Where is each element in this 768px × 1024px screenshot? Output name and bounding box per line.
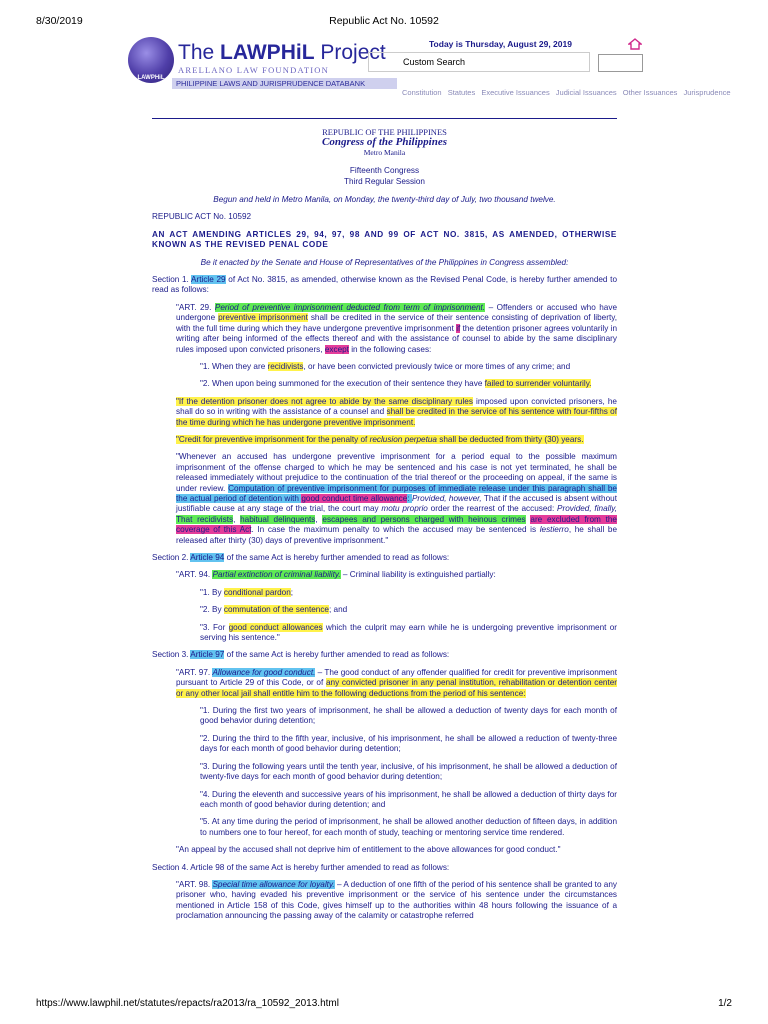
logo-subtitle: ARELLANO LAW FOUNDATION: [178, 65, 329, 75]
article-text: "2. By: [200, 605, 224, 615]
metro-heading: Metro Manila: [363, 147, 406, 157]
article-text: shall be credited in the service of their sentence consisting of deprivation of liberty, with the full time during which they have undergone preventive imprisonment: [176, 313, 617, 333]
article-97-item-4: "4. During the eleventh and successive years of his imprisonment, he shall be allowed a deduction of thirty days for each month of good behavior during detention; and: [200, 789, 617, 809]
section-text: of Act No. 3815, as amended, otherwise known as the Revised Penal Code, is hereby further amended to read as follows:: [152, 275, 617, 295]
article-text: order the rearrest of the accused:: [427, 504, 558, 514]
article-text: "2. When upon being summoned for the execution of their sentence they have: [200, 379, 485, 389]
session-name: Third Regular Session: [343, 176, 425, 186]
highlight: "Credit for preventive imprisonment for the penalty of: [176, 434, 370, 444]
today-date: Today is Thursday, August 29, 2019: [429, 39, 572, 49]
print-title: Republic Act No. 10592: [329, 15, 439, 27]
article-text: the detention prisoner agrees voluntarily in writing after being informed of the effects thereof and with the assistance of counsel to abide by the same disciplinary rules imposed upon convicted prisoners,: [176, 323, 618, 354]
home-icon[interactable]: [628, 38, 642, 50]
article-text: – The good conduct of any offender qualified for credit for preventive imprisonment pursuant to Article 29 of this Code, or of: [176, 667, 617, 688]
article-text: lestierro: [539, 525, 569, 535]
logo-emblem-icon: [128, 37, 174, 83]
article-98: [152, 880, 617, 922]
highlight: Period of preventive imprisonment deducted from term of imprisonment.: [214, 302, 486, 312]
article-97-item-2: "2. During the third to the fifth year, inclusive, of his imprisonment, he shall be allowed a reduction of twenty-three days for each month of good behavior during detention;: [200, 733, 617, 754]
article-94-item-1: [152, 588, 617, 598]
article-text: in the following cases:: [348, 344, 432, 354]
print-url[interactable]: https://www.lawphil.net/statutes/repacts/ra2013/ra_10592_2013.html: [36, 998, 339, 1009]
congress-number: Fifteenth Congress: [349, 166, 420, 176]
highlight: Computation of preventive imprisonment for purposes of immediate release under this paragraph shall be the actual period of detention with: [176, 483, 617, 503]
article-text: imposed upon convicted prisoners, he shall do so in writing with the assistance of a counsel and: [176, 396, 617, 417]
article-text: Provided, however,: [411, 493, 482, 503]
nav-statutes[interactable]: Statutes: [447, 88, 476, 97]
article-text: "3. For: [200, 622, 229, 632]
section-3: [152, 650, 617, 660]
article-text: "1. By: [200, 587, 224, 597]
article-text: , or have been convicted previously twice or more times of any crime; and: [303, 361, 571, 371]
header-divider: [152, 118, 617, 119]
article-text: – Offenders or accused who have undergone: [176, 302, 618, 323]
nav-executive-issuances[interactable]: Executive Issuances: [481, 88, 550, 97]
article-text: – Criminal liability is extinguished partially:: [340, 570, 496, 580]
article-text: "ART. 98.: [176, 879, 213, 889]
article-94-item-2: [152, 605, 617, 615]
section-text: of the same Act is hereby further amended to read as follows:: [224, 553, 450, 562]
section-2: [152, 553, 617, 563]
article-text: "ART. 97.: [176, 667, 213, 677]
article-94: [152, 570, 617, 580]
republic-heading: REPUBLIC OF THE PHILIPPINES: [322, 127, 447, 137]
logo-title-part: Project: [314, 41, 386, 64]
print-date: 8/30/2019: [36, 15, 83, 27]
article-29: [152, 303, 617, 355]
paragraph-credit: [152, 435, 617, 445]
top-nav: [402, 88, 735, 97]
article-text: – A deduction of one fifth of the period of his sentence shall be granted to any prisoner who, having evaded his preventive imprisonment or the service of his sentence under the circumstances mentioned in Article 158 of this Code, gives himself up to the authorities within 48 hours following the issuance of a proclamation announcing the passing away of the calamity or catastrophe referred: [176, 879, 617, 921]
section-text: Section 1.: [152, 275, 192, 285]
case-1: [152, 362, 617, 372]
highlight: failed to surrender voluntarily.: [484, 379, 592, 389]
article-link[interactable]: Article 94: [190, 553, 225, 562]
congress-heading: Congress of the Philippines: [322, 136, 447, 149]
act-number: REPUBLIC ACT No. 10592: [152, 212, 252, 222]
article-text: ;: [290, 587, 294, 597]
nav-judicial-issuances[interactable]: Judicial Issuances: [555, 88, 617, 97]
print-footer: [36, 998, 732, 1010]
highlight: except: [324, 344, 349, 354]
highlight: recidivists: [267, 361, 304, 371]
logo-title-part: The: [178, 41, 221, 64]
logo-emblem-label: LAWPHiL: [137, 75, 165, 81]
section-text: Section 2.: [152, 553, 191, 562]
article-text: "ART. 29.: [176, 302, 215, 312]
article-97-item-1: "1. During the first two years of imprisonment, he shall be allowed a deduction of twenty days for each month of good behavior during detention;: [200, 706, 617, 726]
nav-constitution[interactable]: Constitution: [402, 88, 442, 97]
highlight: if: [456, 323, 461, 333]
act-title: AN ACT AMENDING ARTICLES 29, 94, 97, 98 AND 99 OF ACT NO. 3815, AS AMENDED, OTHERWISE KNOWN AS THE REVISED PENAL CODE: [152, 229, 617, 250]
search-input[interactable]: Custom Search: [368, 52, 590, 72]
enacting-clause: Be it enacted by the Senate and House of Representatives of the Philippines in Congress assembled:: [200, 257, 569, 267]
highlight: good conduct allowances: [228, 622, 323, 632]
paragraph-disagree: [152, 397, 617, 428]
begun-line: Begun and held in Metro Manila, on Monday, the twenty-third day of July, two thousand twelve.: [213, 195, 556, 205]
highlight: habitual delinquents: [240, 514, 316, 524]
highlight: "If the detention prisoner does not agree to abide by the same disciplinary rules: [176, 396, 473, 406]
highlight: good conduct time allowance: [301, 493, 408, 503]
article-text: "1. When they are: [200, 361, 268, 371]
article-text: . In case the maximum penalty to which the accused may be sentenced is: [251, 525, 540, 535]
article-text: "Whenever an accused has undergone preventive imprisonment for a period equal to the possible maximum imprisonment of the offense charged to which he may be sentenced and his case is not yet terminated, he shall be released immediately without prejudice to the continuation of the trial thereof or the proceeding on appeal, if the same is under review.: [176, 452, 617, 493]
highlight: commutation of the sentence: [223, 605, 329, 615]
logo-tagline: PHILIPPINE LAWS AND JURISPRUDENCE DATABANK: [172, 78, 397, 89]
logo-title-brand: LAWPHiL: [220, 41, 315, 64]
highlight: any convicted prisoner in any penal institution, rehabilitation or detention center or any other local jail shall entitle him to the following deductions from the period of his sentence:: [176, 678, 617, 698]
case-2: [152, 379, 617, 389]
section-text: Section 3.: [152, 650, 191, 660]
highlight: That recidivists: [176, 514, 234, 524]
highlight: Partial extinction of criminal liability.: [212, 570, 341, 580]
highlight: are excluded from the coverage of this Act: [176, 514, 617, 535]
print-header: [36, 15, 732, 29]
article-text: ; and: [328, 605, 348, 615]
article-text: That if the accused is absent without justifiable cause at any stage of the trial, the court may: [176, 493, 617, 514]
site-logo[interactable]: [128, 37, 398, 93]
search-button[interactable]: [598, 54, 643, 72]
document-body: [152, 127, 617, 929]
highlight: reclusion perpetua: [369, 434, 437, 444]
article-text: ,: [315, 514, 323, 524]
section-text: of the same Act is hereby further amended to read as follows:: [224, 650, 450, 660]
article-link[interactable]: Article 97: [190, 650, 225, 660]
article-text: which the culprit may earn while he is undergoing preventive imprisonment or serving his sentence.": [200, 622, 617, 643]
highlight: shall be deducted from thirty (30) years.: [436, 434, 584, 444]
highlight: :: [407, 493, 412, 503]
article-text: motu proprio: [381, 504, 428, 514]
article-97-item-3: "3. During the following years until the tenth year, inclusive, of his imprisonment, he shall be allowed a deduction of twenty-five days for each month of good behavior during detention;: [200, 761, 617, 782]
paragraph-whenever: [152, 452, 617, 546]
article-94-item-3: [152, 623, 617, 644]
nav-other-issuances[interactable]: Other Issuances: [622, 88, 678, 97]
article-97-appeal: "An appeal by the accused shall not deprive him of entitlement to the above allowances for good conduct.": [176, 845, 561, 855]
highlight: Special time allowance for loyalty.: [212, 879, 335, 889]
section-4: Section 4. Article 98 of the same Act is hereby further amended to read as follows:: [152, 862, 450, 872]
article-text: ,: [233, 514, 241, 524]
article-97-item-5: "5. At any time during the period of imprisonment, he shall be allowed another deduction of fifteen days, in addition to numbers one to four hereof, for each month of study, teaching or mentoring service time rendered.: [200, 817, 617, 837]
article-link[interactable]: Article 29: [191, 275, 226, 285]
highlight: escapees and persons charged with heinous crimes: [322, 514, 526, 524]
article-97: [152, 668, 617, 699]
logo-title: [178, 41, 386, 65]
highlight: conditional pardon: [223, 587, 291, 597]
page-number: 1/2: [718, 998, 732, 1009]
highlight: preventive imprisonment: [218, 313, 308, 323]
section-1: [152, 275, 617, 296]
article-text: Provided, finally,: [557, 504, 618, 514]
highlight: shall be credited in the service of his sentence with four-fifths of the time during which he has undergone preventive imprisonment.: [176, 407, 618, 427]
highlight: Allowance for good conduct.: [212, 667, 316, 677]
article-text: , he shall be released after thirty (30) days of preventive imprisonment.": [176, 525, 618, 545]
article-text: "ART. 94.: [176, 570, 213, 580]
nav-jurisprudence[interactable]: Jurisprudence: [683, 88, 731, 97]
